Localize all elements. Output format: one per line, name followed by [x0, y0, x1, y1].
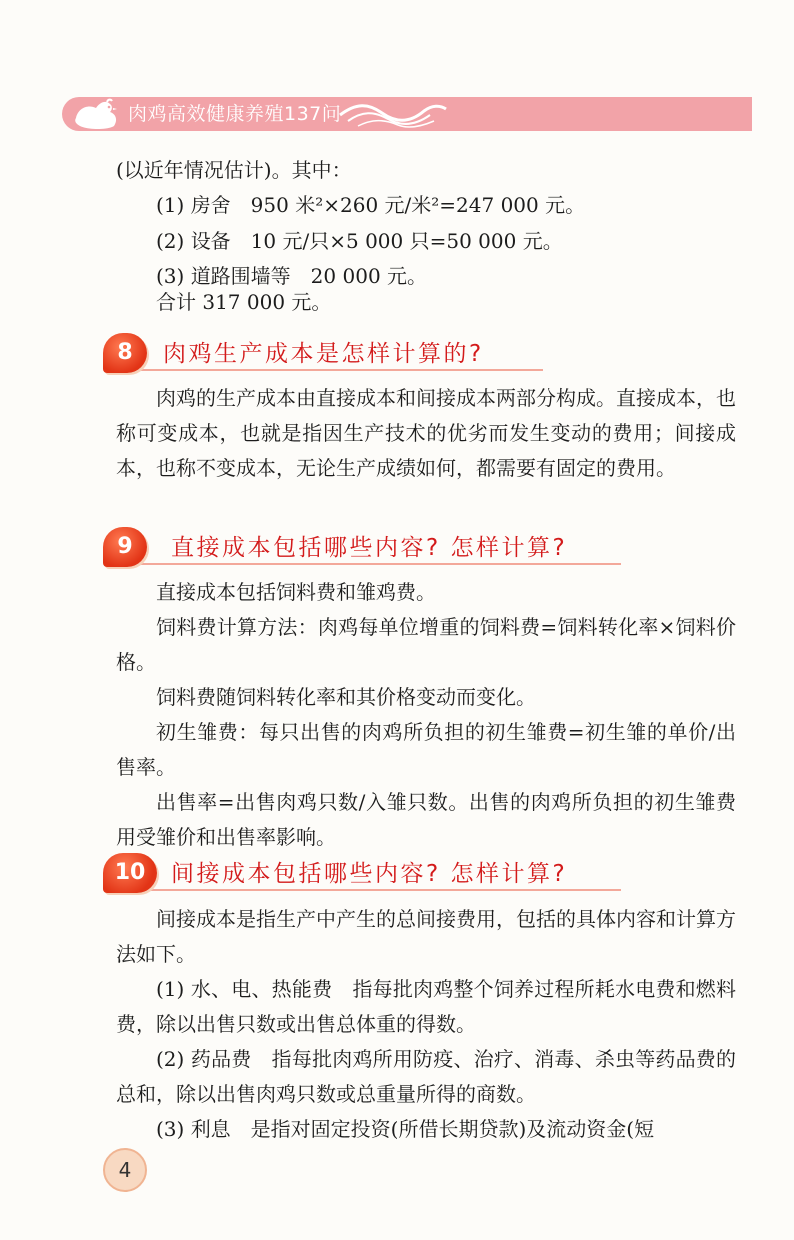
wave-ornament-icon [338, 99, 448, 129]
question-9-heading [103, 527, 623, 575]
paragraph: 初生雏费：每只出售的肉鸡所负担的初生雏费=初生雏的单价/出售率。 [116, 720, 736, 779]
book-title: 肉鸡高效健康养殖137问 [128, 103, 342, 125]
paragraph: 饲料费随饲料转化率和其价格变动而变化。 [156, 685, 536, 709]
question-8-heading [103, 333, 543, 381]
page-number: 4 [103, 1148, 147, 1192]
paragraph: 饲料费计算方法：肉鸡每单位增重的饲料费=饲料转化率×饲料价格。 [116, 615, 736, 674]
intro-lead: (以近年情况估计)。其中： [116, 158, 352, 182]
question-title: 直接成本包括哪些内容? 怎样计算? [171, 535, 568, 561]
paragraph: 出售率=出售肉鸡只数/入雏只数。出售的肉鸡所负担的初生雏费用受雏价和出售率影响。 [116, 790, 736, 849]
cost-item-equipment: (2) 设备 10 元/只×5 000 只=50 000 元。 [156, 229, 563, 253]
question-number-badge: 10 [103, 853, 157, 893]
hen-icon [70, 96, 124, 132]
question-title: 肉鸡生产成本是怎样计算的? [163, 341, 484, 367]
paragraph: (1) 水、电、热能费 指每批肉鸡整个饲养过程所耗水电费和燃料费，除以出售只数或出售总体重的得数。 [116, 977, 736, 1036]
paragraph: (3) 利息 是指对固定投资(所借长期贷款)及流动资金(短 [156, 1117, 655, 1141]
question-10-heading [103, 853, 623, 901]
paragraph: 肉鸡的生产成本由直接成本和间接成本两部分构成。直接成本，也称可变成本，也就是指因生产技术的优劣而发生变动的费用；间接成本，也称不变成本，无论生产成绩如何，都需要有固定的费用。 [116, 386, 736, 480]
cost-item-housing: (1) 房舍 950 米²×260 元/米²=247 000 元。 [156, 193, 586, 217]
cost-total: 合计 317 000 元。 [156, 290, 332, 314]
paragraph: 间接成本是指生产中产生的总间接费用，包括的具体内容和计算方法如下。 [116, 907, 736, 966]
question-number-badge: 9 [103, 527, 147, 567]
question-title: 间接成本包括哪些内容? 怎样计算? [171, 861, 568, 887]
paragraph: (2) 药品费 指每批肉鸡所用防疫、治疗、消毒、杀虫等药品费的总和，除以出售肉鸡只数或总重量所得的商数。 [116, 1047, 736, 1106]
question-number-badge: 8 [103, 333, 147, 373]
paragraph: 直接成本包括饲料费和雏鸡费。 [156, 580, 436, 604]
cost-item-roads: (3) 道路围墙等 20 000 元。 [156, 264, 428, 288]
